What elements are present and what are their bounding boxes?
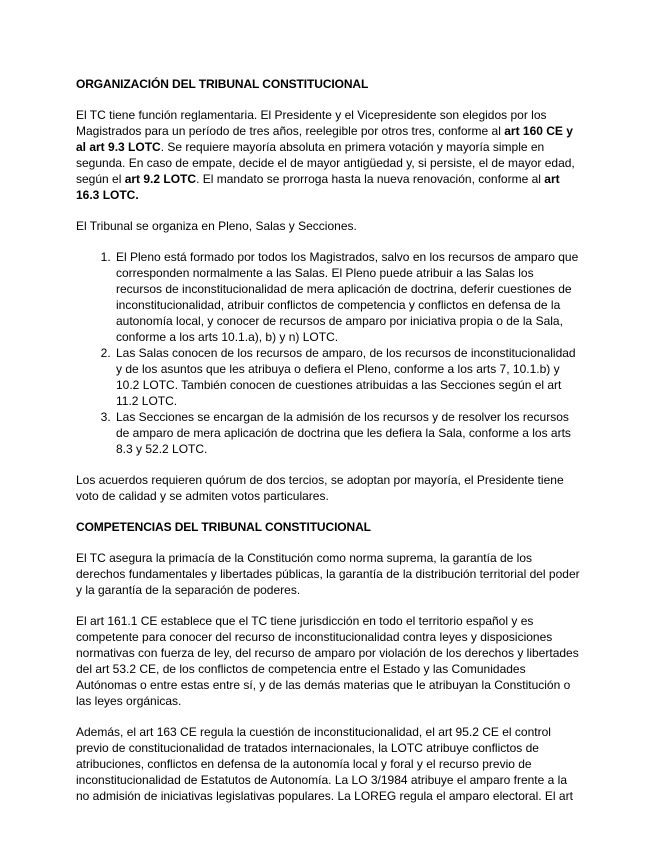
section-heading-organizacion: ORGANIZACIÓN DEL TRIBUNAL CONSTITUCIONAL bbox=[76, 77, 369, 91]
text-run: El TC tiene función reglamentaria. El Presidente y el Vicepresidente son elegidos por los Magistrados para un período de tres años, reelegible por otros tres, conforme al bbox=[76, 108, 547, 138]
paragraph-funcion-reglamentaria bbox=[76, 107, 582, 203]
text-run: . Se requiere mayoría absoluta en primera votación y mayoría simple en segunda. En caso de empate, decide el de mayor antigüedad y, si persiste, el de mayor edad, según el bbox=[76, 140, 575, 186]
numbered-list bbox=[76, 249, 582, 457]
text-run-bold: art 16.3 LOTC. bbox=[76, 172, 560, 202]
section-heading-competencias: COMPETENCIAS DEL TRIBUNAL CONSTITUCIONAL bbox=[76, 520, 371, 534]
list-item: 2. Las Salas conocen de los recursos de amparo, de los recursos de inconstitucionalidad y de los asuntos que les atribuya o defiera el Pleno, conforme a los arts 7, 10.1.b) y 10.2 LOTC. También conocen de cuestiones atribuidas a las Secciones según el art 11.2 LOTC. bbox=[114, 345, 582, 409]
paragraph-acuerdos: Los acuerdos requieren quórum de dos tercios, se adoptan por mayoría, el Presidente tiene voto de calidad y se admiten votos particulares. bbox=[76, 473, 564, 503]
list-item: 3. Las Secciones se encargan de la admisión de los recursos y de resolver los recursos de amparo de mera aplicación de doctrina que les defiera la Sala, conforme a los arts 8.3 y 52.2 LOTC. bbox=[114, 409, 582, 457]
document-body bbox=[76, 76, 582, 819]
list-item: 1. El Pleno está formado por todos los Magistrados, salvo en los recursos de amparo que corresponden normalmente a las Salas. El Pleno puede atribuir a las Salas los recursos de inconstitucionalidad de mera aplicación de doctrina, deferir cuestiones de inconstitucionalidad, atribuir conflictos de competencia y conflictos en defensa de la autonomía local, y conocer de recursos de amparo por iniciativa propia o de la Sala, conforme a los arts 10.1.a), b) y n) LOTC. bbox=[114, 249, 582, 345]
paragraph-art-161: El art 161.1 CE establece que el TC tiene jurisdicción en todo el territorio español y es competente para conocer del recurso de inconstitucionalidad contra leyes y disposiciones normativas con fuerza de ley, del recurso de amparo por violación de los derechos y libertades del art 53.2 CE, de los conflictos de competencia entre el Estado y las Comunidades Autónomas o entre estas entre sí, y de las demás materias que le atribuyan la Constitución o las leyes orgánicas. bbox=[76, 614, 579, 708]
paragraph-organizacion: El Tribunal se organiza en Pleno, Salas y Secciones. bbox=[76, 219, 357, 233]
paragraph-primacia: El TC asegura la primacía de la Constitución como norma suprema, la garantía de los derechos fundamentales y libertades públicas, la garantía de la distribución territorial del poder y la garantía de la separación de poderes. bbox=[76, 551, 580, 597]
text-run: . El mandato se prorroga hasta la nueva renovación, conforme al bbox=[196, 172, 545, 186]
text-run-bold: art 9.2 LOTC bbox=[124, 172, 197, 186]
text-run-bold: art 160 CE y al art 9.3 LOTC bbox=[76, 124, 573, 154]
paragraph-ademas: Además, el art 163 CE regula la cuestión de inconstitucionalidad, el art 95.2 CE el control previo de constitucionalidad de tratados internacionales, la LOTC atribuye conflictos de atribuciones, conflictos en defensa de la autonomía local y foral y el recurso previo de inconstitucionalidad de Estatutos de Autonomía. La LO 3/1984 atribuye el amparo frente a la no admisión de iniciativas legislativas populares. La LOREG regula el amparo electoral. El art bbox=[76, 725, 573, 803]
